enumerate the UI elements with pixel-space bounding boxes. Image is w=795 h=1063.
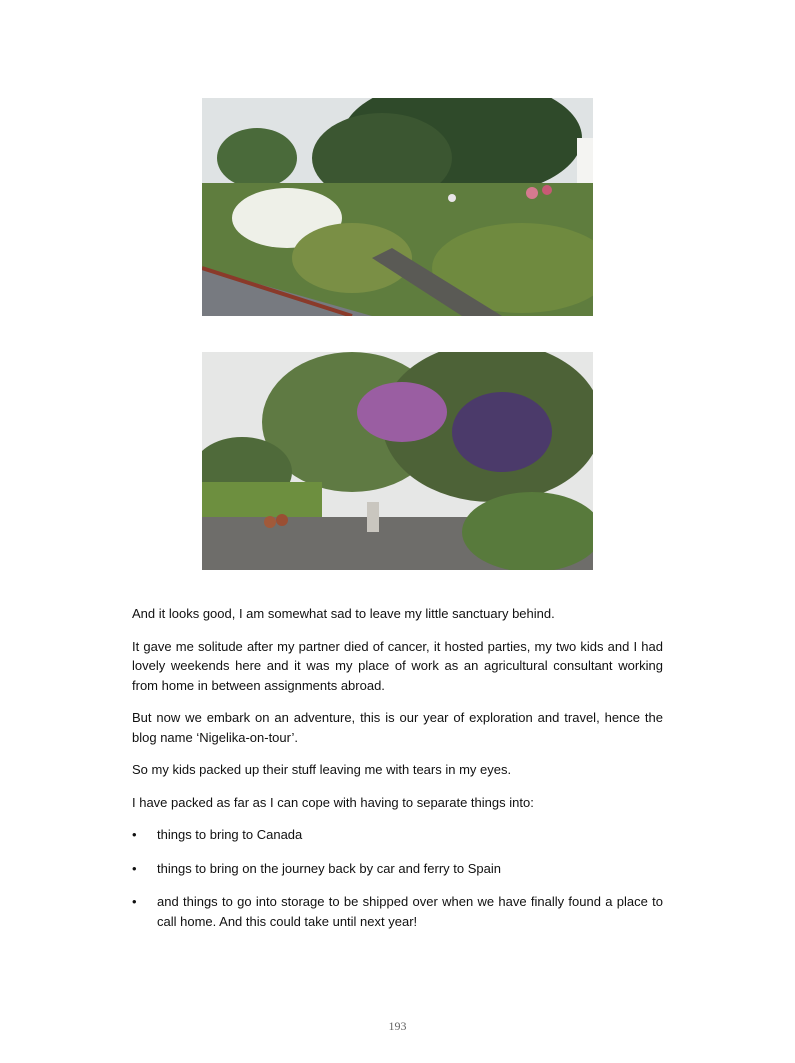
list-item-text: things to bring on the journey back by car and ferry to Spain xyxy=(157,860,501,876)
paragraph-1: And it looks good, I am somewhat sad to leave my little sanctuary behind. xyxy=(132,606,555,621)
garden-photo-2 xyxy=(202,352,593,570)
list-item-text: things to bring to Canada xyxy=(157,827,303,842)
list-item xyxy=(132,825,663,845)
paragraph-5: I have packed as far as I can cope with having to separate things into: xyxy=(132,794,534,810)
paragraph-3: But now we embark on an adventure, this is our year of exploration and travel, hence the blog name ‘Nigelika-on-tour’. xyxy=(132,710,663,745)
paragraph-2: It gave me solitude after my partner died of cancer, it hosted parties, my two kids and I had lovely weekends here and it was my place of work as an agricultural consultant working from home in between assignments abroad. xyxy=(132,638,663,693)
list-item xyxy=(132,859,663,879)
bullet-icon: • xyxy=(132,860,137,876)
list-item-text: and things to go into storage to be shipped over when we have finally found a place to call home. And this could take until next year! xyxy=(157,894,663,929)
page-number: 193 xyxy=(388,1019,407,1033)
list-item xyxy=(132,892,663,931)
garden-photo-1 xyxy=(202,98,593,316)
paragraph-4: So my kids packed up their stuff leaving me with tears in my eyes. xyxy=(132,762,512,777)
bullet-list xyxy=(132,825,663,931)
body-text xyxy=(132,604,663,945)
bullet-icon: • xyxy=(132,894,137,909)
bullet-icon: • xyxy=(132,827,137,842)
